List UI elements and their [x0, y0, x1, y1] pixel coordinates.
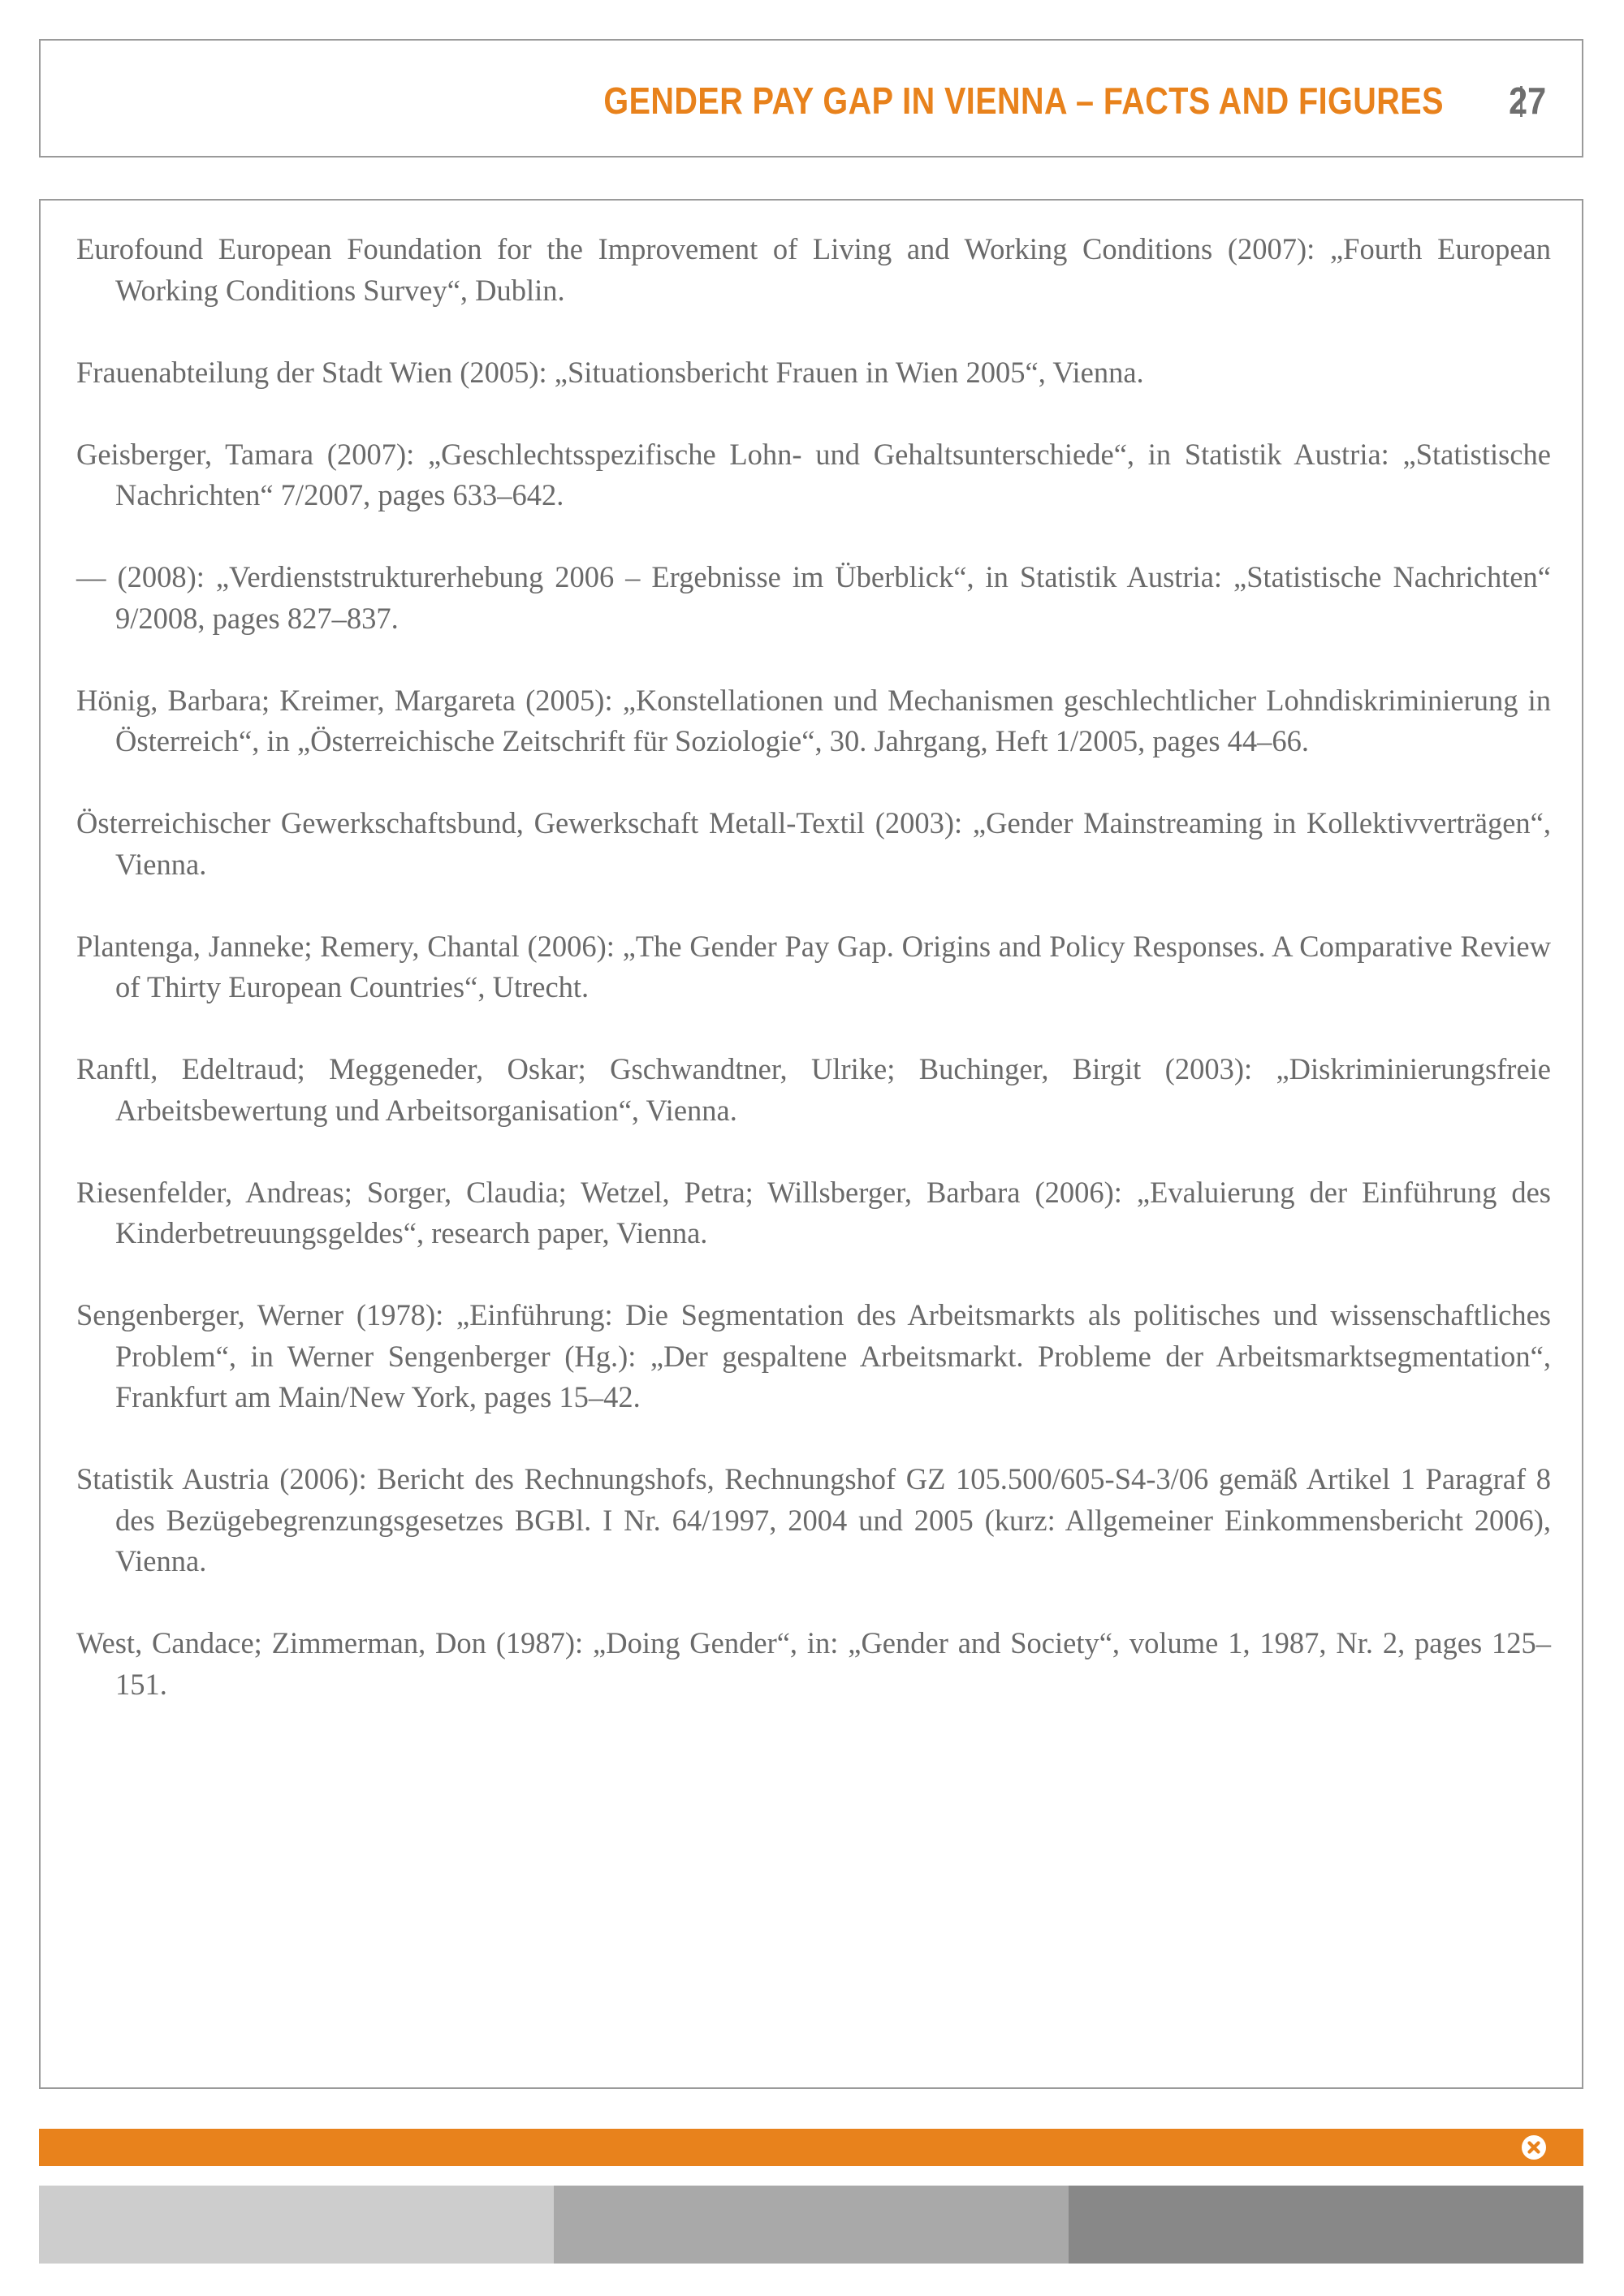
- footer-segment-medium: [554, 2186, 1069, 2264]
- reference-item: Hönig, Barbara; Kreimer, Margareta (2005): „Konstellationen und Mechanismen geschlechtlicher Lohndiskriminierung in Österreich“, in „Österreichische Zeitschrift für Soziologie“, 30. Jahrgang, Heft 1/2005, pages 44–66.: [76, 683, 1551, 757]
- close-icon[interactable]: [1521, 2134, 1547, 2160]
- footer-accent-bar: [39, 2129, 1583, 2166]
- page-number: 27: [1508, 80, 1546, 122]
- reference-item: Statistik Austria (2006): Bericht des Rechnungshofs, Rechnungshof GZ 105.500/605-S4-3/06 gemäß Artikel 1 Paragraf 8 des Bezügebegrenzungsgesetzes BGBl. I Nr. 64/1997, 2004 und 2005 (kurz: Allgemeiner Einkommensbericht 2006), Vienna.: [76, 1462, 1551, 1577]
- reference-item: Plantenga, Janneke; Remery, Chantal (2006): „The Gender Pay Gap. Origins and Policy Responses. A Comparative Review of Thirty European Countries“, Utrecht.: [76, 929, 1551, 1003]
- footer-segment-light: [39, 2186, 554, 2264]
- reference-item: Geisberger, Tamara (2007): „Geschlechtsspezifische Lohn- und Gehaltsunterschiede“, in Statistik Austria: „Statistische Nachrichten“ 7/2007, pages 633–642.: [76, 437, 1551, 511]
- page-header: [39, 39, 1583, 158]
- reference-item: Sengenberger, Werner (1978): „Einführung: Die Segmentation des Arbeitsmarkts als politisches und wissenschaftliches Problem“, in Werner Sengenberger (Hg.): „Der gespaltene Arbeitsmarkt. Probleme der Arbeitsmarktsegmentation“, Frankfurt am Main/New York, pages 15–42.: [76, 1298, 1551, 1413]
- reference-item: Frauenabteilung der Stadt Wien (2005): „Situationsbericht Frauen in Wien 2005“, Vienna.: [76, 355, 1144, 389]
- reference-item: — (2008): „Verdienststrukturerhebung 2006 – Ergebnisse im Überblick“, in Statistik Austria: „Statistische Nachrichten“ 9/2008, pages 827–837.: [76, 560, 1551, 635]
- running-title: GENDER PAY GAP IN VIENNA – FACTS AND FIGURES: [603, 80, 1444, 122]
- reference-item: Riesenfelder, Andreas; Sorger, Claudia; Wetzel, Petra; Willsberger, Barbara (2006): „Evaluierung der Einführung des Kinderbetreuungsgeldes“, research paper, Vienna.: [76, 1175, 1551, 1249]
- reference-list: [76, 229, 1551, 1746]
- reference-item: West, Candace; Zimmerman, Don (1987): „Doing Gender“, in: „Gender and Society“, volume 1, 1987, Nr. 2, pages 125–151.: [76, 1626, 1551, 1701]
- footer-segment-dark: [1069, 2186, 1583, 2264]
- reference-item: Österreichischer Gewerkschaftsbund, Gewerkschaft Metall-Textil (2003): „Gender Mainstreaming in Kollektivverträgen“, Vienna.: [76, 806, 1551, 881]
- reference-item: Ranftl, Edeltraud; Meggeneder, Oskar; Gschwandtner, Ulrike; Buchinger, Birgit (2003): „Diskriminierungsfreie Arbeitsbewertung und Arbeitsorganisation“, Vienna.: [76, 1052, 1551, 1127]
- reference-item: Eurofound European Foundation for the Improvement of Living and Working Conditions (2007): „Fourth European Working Conditions Survey“, Dublin.: [76, 232, 1551, 307]
